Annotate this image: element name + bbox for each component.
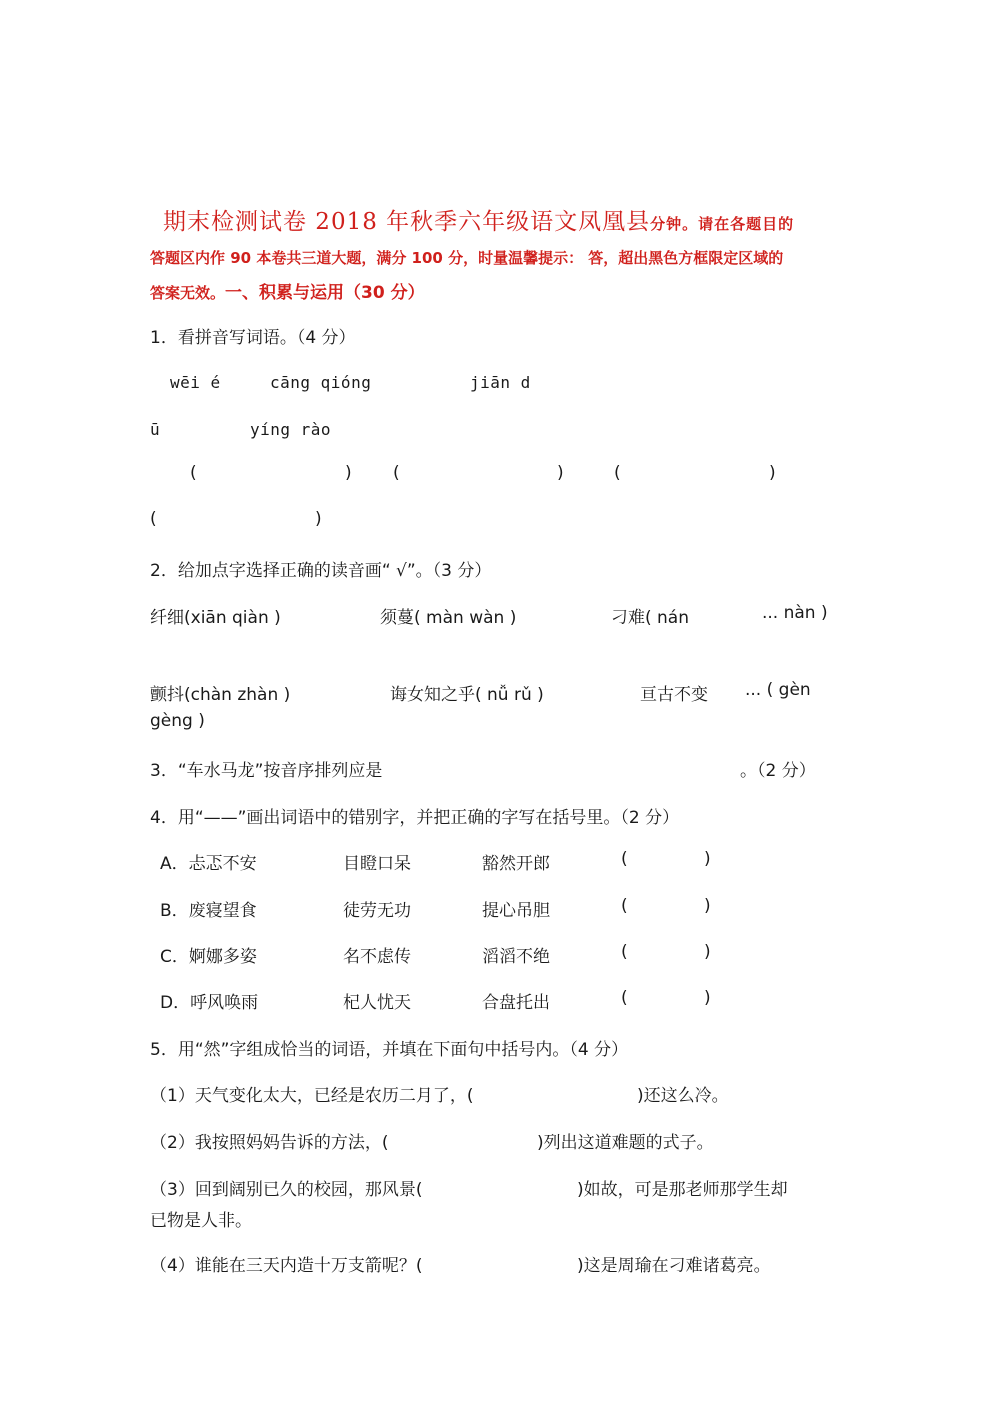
answer-bracket-open: ( — [621, 849, 628, 869]
answer-bracket-open: ( — [621, 988, 628, 1008]
q5-stem: 5．用“然”字组成恰当的词语，并填在下面句中括号内。（4 分） — [150, 1040, 629, 1060]
q4-word: 杞人忧天 — [343, 993, 411, 1013]
q5-sentence-4-end: )这是周瑜在刁难诸葛亮。 — [577, 1256, 771, 1276]
q4-stem: 4．用“——”画出词语中的错别字，并把正确的字写在括号里。（2 分） — [150, 808, 680, 828]
q4-option-label: A．忐忑不安 — [160, 854, 257, 874]
answer-bracket-close: ) — [704, 896, 711, 916]
q5-sentence-3-mid: )如故，可是那老师那学生却 — [577, 1180, 788, 1200]
q2-item: 须蔓( màn wàn ) — [380, 608, 517, 628]
answer-bracket-close: ) — [704, 942, 711, 962]
exam-title: 期末检测试卷 2018 年秋季六年级语文凤凰县分钟。请在各题目的 — [163, 209, 795, 235]
answer-bracket-open: ( — [190, 463, 197, 483]
answer-bracket-open: ( — [621, 896, 628, 916]
q2-item: 亘古不变 — [640, 685, 708, 705]
q2-item: ... ( gèn — [745, 680, 811, 700]
pinyin-weie: wēi é — [170, 373, 221, 392]
q4-word: 目瞪口呆 — [343, 854, 411, 874]
q5-sentence-1: （1）天气变化太大，已经是农历二月了，( — [150, 1086, 474, 1106]
q2-item: gèng ) — [150, 711, 205, 731]
notice-line: 答题区内作 90 本卷共三道大题，满分 100 分，时量温馨提示： 答，超出黑色方框限定区域的 — [150, 249, 784, 267]
pinyin-yingrao: yíng rào — [250, 420, 332, 439]
answer-bracket-close: ) — [345, 463, 352, 483]
answer-bracket-close: ) — [557, 463, 564, 483]
q4-option-label: B．废寝望食 — [160, 901, 257, 921]
q3-stem: 3．“车水马龙”按音序排列应是 — [150, 761, 383, 781]
q5-sentence-1-end: )还这么冷。 — [637, 1086, 729, 1106]
q2-item: 颤抖(chàn zhàn ) — [150, 685, 291, 705]
notice-line-end: 答案无效。一、积累与运用（30 分） — [150, 283, 425, 303]
q4-word: 豁然开郎 — [482, 854, 550, 874]
q4-option-label: D．呼风唤雨 — [160, 993, 259, 1013]
section-heading: 一、积累与运用（30 分） — [225, 283, 425, 303]
pinyin-u: ū — [150, 420, 161, 439]
answer-bracket-open: ( — [614, 463, 621, 483]
answer-bracket-open: ( — [393, 463, 400, 483]
pinyin-cangqiong: cāng qióng — [270, 373, 372, 392]
answer-bracket-close: ) — [315, 509, 322, 529]
title-tail: 分钟。请在各题目的 — [650, 215, 795, 233]
q5-sentence-3-end: 已物是人非。 — [150, 1211, 252, 1231]
q2-item: 刁难( nán — [611, 608, 690, 628]
q4-word: 提心吊胆 — [482, 901, 550, 921]
answer-bracket-close: ) — [704, 988, 711, 1008]
q2-stem: 2．给加点字选择正确的读音画“ √”。（3 分） — [150, 561, 492, 581]
q4-word: 徒劳无功 — [343, 901, 411, 921]
q4-option-label: C．婀娜多姿 — [160, 947, 257, 967]
answer-bracket-close: ) — [704, 849, 711, 869]
pinyin-jiand: jiān d — [470, 373, 531, 392]
q2-item: 诲女知之乎( nǚ rǔ ) — [390, 685, 544, 705]
q5-sentence-3: （3）回到阔别已久的校园，那风景( — [150, 1180, 423, 1200]
q5-sentence-2: （2）我按照妈妈告诉的方法，( — [150, 1133, 389, 1153]
q5-sentence-4: （4）谁能在三天内造十万支箭呢？( — [150, 1256, 423, 1276]
q4-word: 滔滔不绝 — [482, 947, 550, 967]
answer-bracket-open: ( — [621, 942, 628, 962]
q1-stem: 1．看拼音写词语。（4 分） — [150, 328, 356, 348]
answer-bracket-close: ) — [769, 463, 776, 483]
q4-word: 合盘托出 — [482, 993, 550, 1013]
q5-sentence-2-end: )列出这道难题的式子。 — [537, 1133, 714, 1153]
answer-bracket-open: ( — [150, 509, 157, 529]
q4-word: 名不虑传 — [343, 947, 411, 967]
q3-score: 。（2 分） — [740, 761, 816, 781]
q2-item: 纤细(xiān qiàn ) — [150, 608, 281, 628]
q2-item: ... nàn ) — [762, 603, 828, 623]
